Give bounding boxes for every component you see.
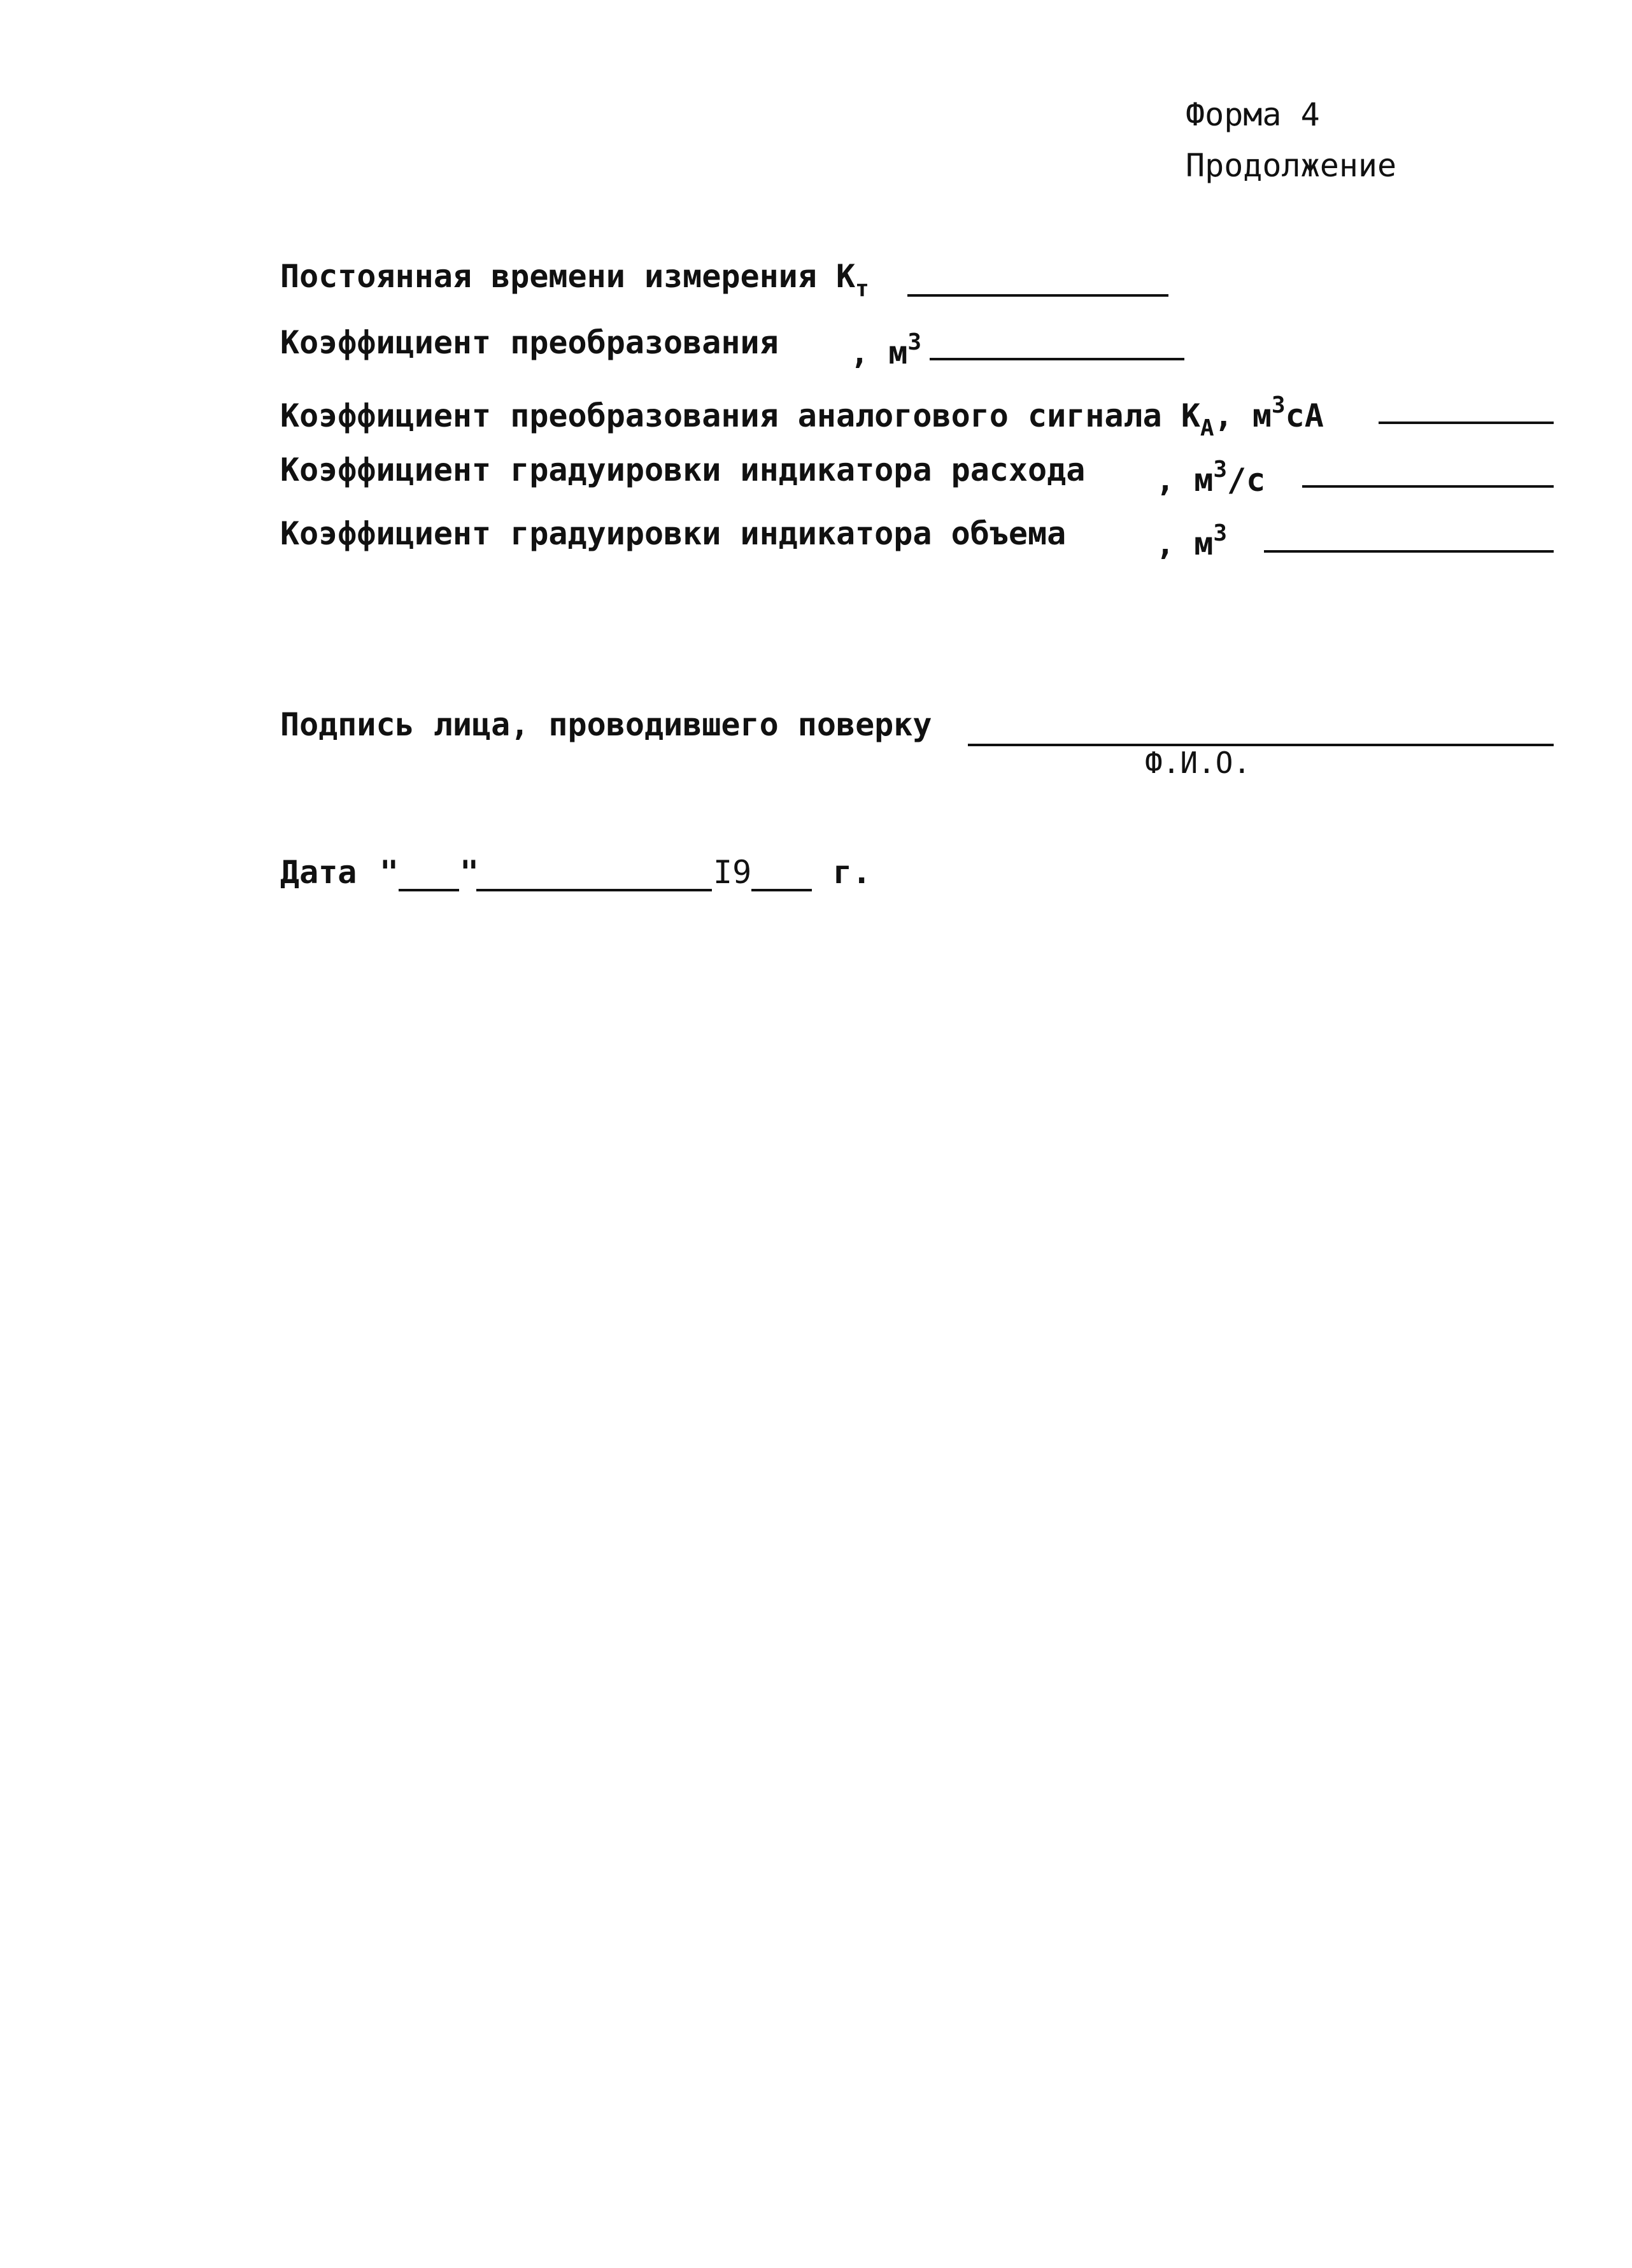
form-number-label: Форма 4	[1186, 96, 1320, 133]
date-label: Дата	[280, 854, 357, 891]
continuation-label: Продолжение	[1186, 147, 1397, 184]
conversion-coeff-unit	[850, 323, 921, 372]
conversion-coeff-blank[interactable]	[930, 358, 1184, 360]
flow-indicator-label: Коэффициент градуировки индикатора расхода	[280, 451, 1086, 488]
conversion-coeff-unit-sup: 3	[907, 329, 921, 355]
date-year-blank[interactable]	[751, 889, 812, 891]
date-year-prefix: I9	[713, 854, 752, 891]
volume-indicator-unit-sup: 3	[1213, 520, 1227, 546]
date-year-suffix: г.	[833, 854, 872, 891]
volume-indicator-unit	[1156, 514, 1227, 563]
flow-indicator-unit-text: , м	[1156, 462, 1214, 499]
date-month-blank[interactable]	[476, 889, 712, 891]
time-constant-subscript: т	[855, 276, 869, 302]
flow-indicator-unit-sup: 3	[1213, 457, 1227, 483]
volume-indicator-unit-text: , м	[1156, 525, 1214, 562]
analog-coeff-label	[280, 386, 1324, 448]
conversion-coeff-label: Коэффициент преобразования	[280, 324, 779, 361]
analog-coeff-unit-suffix: сА	[1285, 397, 1324, 434]
analog-coeff-blank[interactable]	[1379, 422, 1554, 424]
flow-indicator-blank[interactable]	[1302, 485, 1554, 488]
volume-indicator-label: Коэффициент градуировки индикатора объема	[280, 515, 1067, 552]
signature-blank[interactable]	[968, 744, 1554, 746]
conversion-coeff-unit-text: , м	[850, 334, 908, 371]
signature-caption: Ф.И.О.	[1145, 746, 1251, 780]
date-day-blank[interactable]	[399, 889, 459, 891]
analog-coeff-unit-text: , м	[1214, 397, 1272, 434]
date-close-quote: "	[460, 854, 479, 891]
signature-label: Подпись лица, проводившего поверку	[280, 706, 932, 743]
date-open-quote: "	[380, 854, 399, 891]
flow-indicator-unit-suffix: /с	[1227, 462, 1266, 499]
volume-indicator-blank[interactable]	[1264, 550, 1554, 553]
analog-coeff-subscript: А	[1200, 415, 1214, 441]
analog-coeff-unit-sup: 3	[1271, 392, 1286, 418]
time-constant-blank[interactable]	[907, 294, 1168, 297]
flow-indicator-unit	[1156, 451, 1265, 499]
analog-coeff-text: Коэффициент преобразования аналогового сигнала К	[280, 397, 1200, 434]
time-constant-label	[280, 257, 869, 308]
time-constant-text: Постоянная времени измерения К	[280, 258, 856, 295]
